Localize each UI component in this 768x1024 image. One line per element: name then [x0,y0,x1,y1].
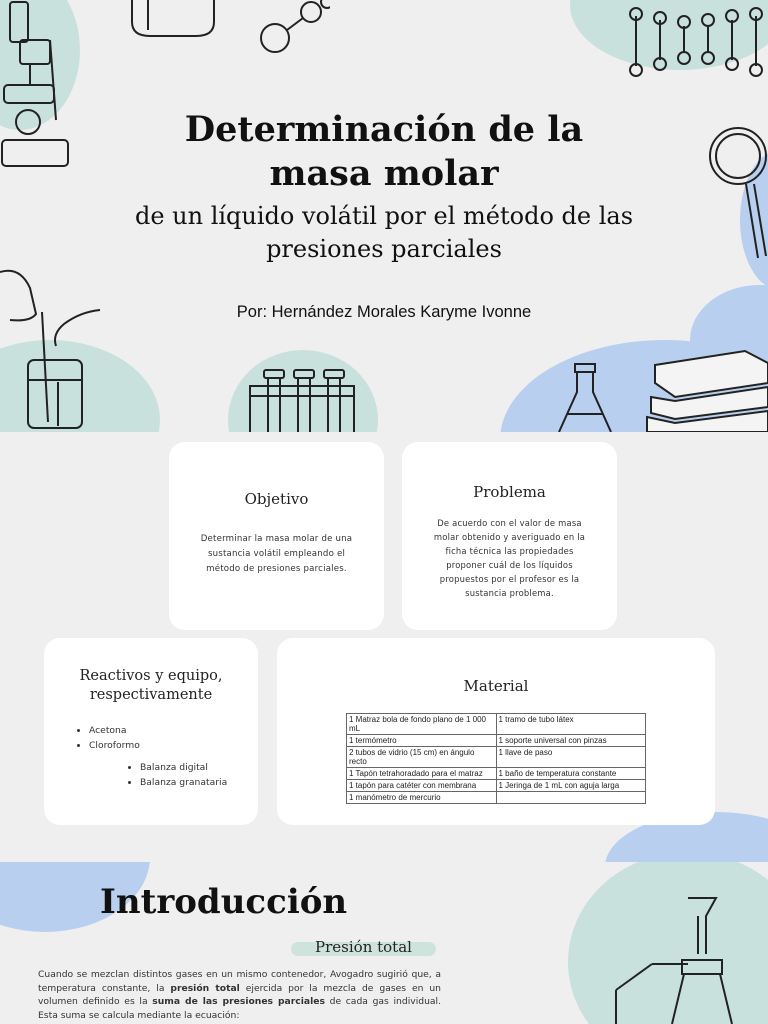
equipo-list [126,760,227,790]
table-cell: 1 tramo de tubo látex [496,714,646,735]
table-cell: 1 Matraz bola de fondo plano de 1 000 mL [347,714,497,735]
reactivos-card [44,638,258,825]
list-item: • Acetona [89,723,140,738]
table-cell: 1 tapón para catéter con membrana [347,780,497,792]
material-table [346,713,646,804]
molecule-icon [255,0,330,60]
objetivo-card [169,442,384,630]
table-cell: 1 manómetro de mercurio [347,792,497,804]
table-cell: 1 Tapón tetrahoradado para el matraz [347,768,497,780]
list-item: • Cloroformo [89,738,140,753]
reactivos-title-line-2: respectivamente [89,687,213,703]
table-row [347,768,646,780]
title-line-1: Determinación de la [184,109,584,150]
hands-beaker-icon [0,262,110,432]
table-row [347,714,646,735]
table-cell: 1 soporte universal con pinzas [496,735,646,747]
reactivos-title [44,667,258,705]
author: Por: Hernández Morales Karyme Ivonne [236,303,532,321]
erlenmeyer-flask-icon [555,362,615,432]
table-cell: 2 tubos de vidrio (15 cm) en ángulo recto [347,747,497,768]
distillation-apparatus-icon [612,894,762,1024]
list-item: • Balanza digital [140,760,227,775]
objetivo-text: Determinar la masa molar de una sustancia volátil empleando el método de presiones parciales. [200,534,353,574]
page-title [0,108,768,196]
table-cell: 1 termómetro [347,735,497,747]
table-cell: 1 baño de temperatura constante [496,768,646,780]
dna-icon [620,4,768,82]
test-tubes-icon [248,368,358,432]
intro-text: de cada gas individual. Esta suma se calcula mediante la ecuación: [38,996,441,1021]
intro-paragraph [38,968,441,1022]
reactivos-list [75,723,140,753]
problema-title: Problema [473,483,546,501]
table-cell: 1 Jeringa de 1 mL con aguja larga [496,780,646,792]
table-cell [496,792,646,804]
problema-text: De acuerdo con el valor de masa molar obtenido y averiguado en la ficha técnica las propiedades proponer cuál de los líquidos propuestos por el profesor es la sustancia problema. [433,518,586,598]
intro-bold-text: presión total [170,982,240,994]
material-title: Material [463,677,529,695]
intro-section [0,862,768,1024]
top-section [0,0,768,432]
page-subtitle [0,200,768,266]
intro-bold-text: suma de las presiones parciales [152,996,325,1007]
table-row [347,780,646,792]
list-item: • Balanza granataria [140,775,227,790]
flask-icon [128,0,218,40]
books-icon [645,345,768,432]
subtitle-line-1: de un líquido volátil por el método de las [134,202,634,230]
problema-card [402,442,617,630]
reactivos-title-line-1: Reactivos y equipo, [79,668,223,684]
objetivo-title: Objetivo [244,490,309,508]
title-line-2: masa molar [269,153,499,194]
intro-text: Cuando se mezclan distintos gases en un mismo contenedor, Avogadro sugirió que, a temperatura constante, la [38,969,441,994]
intro-subheading: Presión total [315,938,412,956]
intro-text: ejercida por la mezcla de gases en un volumen definido es la [38,982,442,1007]
table-row [347,747,646,768]
table-cell: 1 llave de paso [496,747,646,768]
table-row [347,792,646,804]
subtitle-line-2: presiones parciales [266,235,502,263]
intro-heading: Introducción [100,882,348,922]
table-row [347,735,646,747]
material-card [277,638,715,825]
